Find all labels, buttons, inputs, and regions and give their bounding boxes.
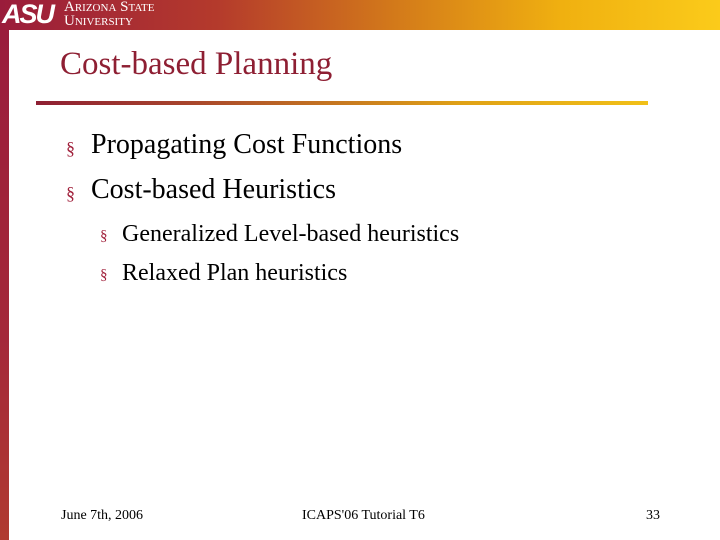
bullet-text: Generalized Level-based heuristics [122,221,460,247]
footer-date: June 7th, 2006 [61,508,144,523]
title-underline [36,101,648,105]
bullet-text: Propagating Cost Functions [91,129,403,160]
university-name [64,0,154,28]
bullet-marker: § [100,228,108,244]
footer-event: ICAPS'06 Tutorial T6 [302,508,425,523]
bullet-text: Relaxed Plan heuristics [122,260,348,286]
asu-logo-mark: ASU [2,0,54,29]
bullet-marker: § [66,183,75,203]
university-name-line2: University [64,13,133,29]
slide-title: Cost-based Planning [60,46,333,82]
left-accent-bar [0,30,9,540]
page-number: 33 [646,508,660,523]
bullet-marker: § [100,267,108,283]
bullet-marker: § [66,138,75,158]
bullet-text: Cost-based Heuristics [91,174,336,205]
university-name-line1: Arizona State [64,0,155,15]
